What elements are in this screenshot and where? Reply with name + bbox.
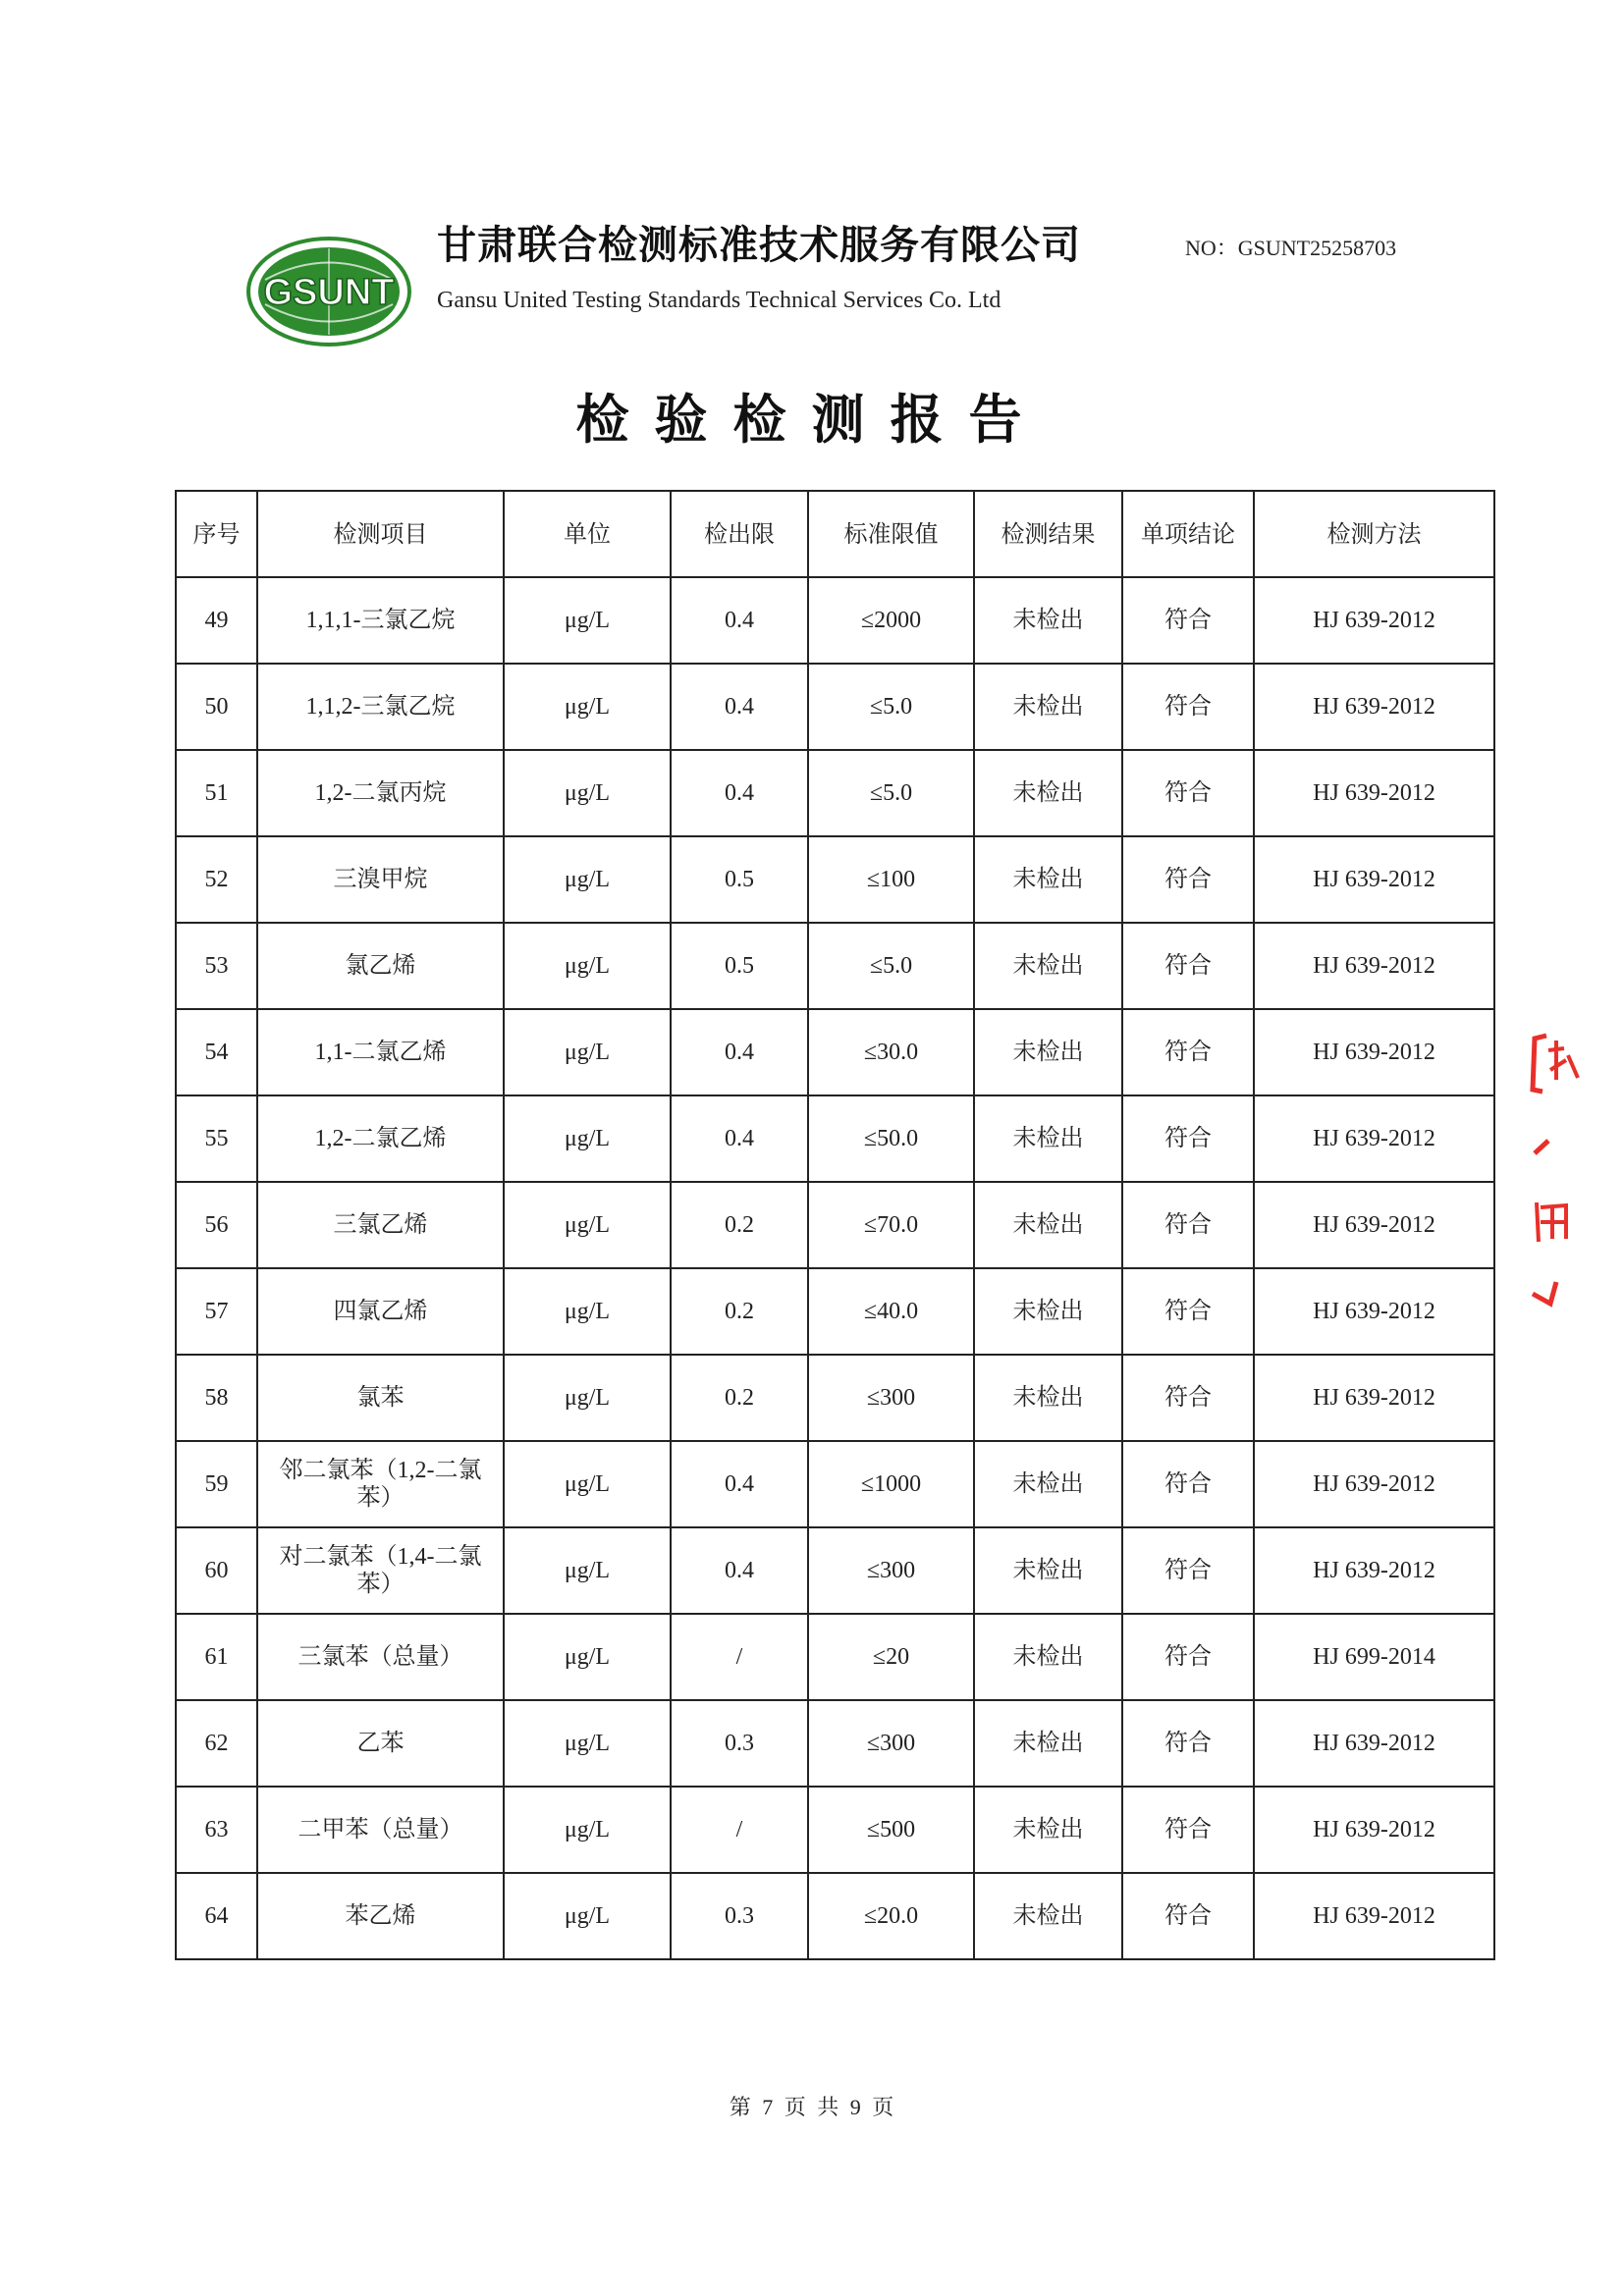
unit-cell: μg/L: [504, 836, 671, 923]
unit-cell: μg/L: [504, 1614, 671, 1700]
test-method-cell: HJ 639-2012: [1254, 1182, 1494, 1268]
test-method-cell: HJ 639-2012: [1254, 664, 1494, 750]
conclusion-cell: 符合: [1122, 664, 1254, 750]
row-number-cell: 53: [176, 923, 257, 1009]
test-item-cell: 1,1,2-三氯乙烷: [257, 664, 504, 750]
conclusion-cell: 符合: [1122, 1095, 1254, 1182]
test-method-cell: HJ 639-2012: [1254, 1527, 1494, 1614]
row-number-cell: 59: [176, 1441, 257, 1527]
test-result-cell: 未检出: [974, 1527, 1122, 1614]
detection-limit-cell: 0.4: [671, 1095, 808, 1182]
standard-limit-cell: ≤30.0: [808, 1009, 974, 1095]
table-row: [176, 1527, 1494, 1614]
detection-limit-cell: 0.3: [671, 1873, 808, 1959]
company-name-en: Gansu United Testing Standards Technical Services Co. Ltd: [437, 288, 1001, 313]
standard-limit-cell: ≤500: [808, 1787, 974, 1873]
row-number-cell: 64: [176, 1873, 257, 1959]
standard-limit-cell: ≤20.0: [808, 1873, 974, 1959]
row-number-cell: 52: [176, 836, 257, 923]
row-number-cell: 50: [176, 664, 257, 750]
conclusion-cell: 符合: [1122, 750, 1254, 836]
detection-limit-cell: 0.2: [671, 1355, 808, 1441]
conclusion-cell: 符合: [1122, 1182, 1254, 1268]
test-item-cell: 苯乙烯: [257, 1873, 504, 1959]
test-result-cell: 未检出: [974, 664, 1122, 750]
table-row: [176, 1009, 1494, 1095]
table-row: [176, 1441, 1494, 1527]
detection-limit-cell: 0.3: [671, 1700, 808, 1787]
test-result-cell: 未检出: [974, 1787, 1122, 1873]
unit-cell: μg/L: [504, 1787, 671, 1873]
header-cell: 检测结果: [974, 491, 1122, 577]
table-row: [176, 1355, 1494, 1441]
table-row: [176, 1095, 1494, 1182]
test-result-cell: 未检出: [974, 1614, 1122, 1700]
standard-limit-cell: ≤40.0: [808, 1268, 974, 1355]
header-cell: 单位: [504, 491, 671, 577]
report-number: NO：GSUNT25258703: [1185, 236, 1397, 260]
conclusion-cell: 符合: [1122, 1873, 1254, 1959]
test-method-cell: HJ 639-2012: [1254, 923, 1494, 1009]
unit-cell: μg/L: [504, 1700, 671, 1787]
table-row: [176, 750, 1494, 836]
test-item-cell: 1,1,1-三氯乙烷: [257, 577, 504, 664]
detection-limit-cell: 0.2: [671, 1268, 808, 1355]
unit-cell: μg/L: [504, 1009, 671, 1095]
detection-limit-cell: 0.4: [671, 577, 808, 664]
row-number-cell: 57: [176, 1268, 257, 1355]
test-method-cell: HJ 699-2014: [1254, 1614, 1494, 1700]
header-cell: 检出限: [671, 491, 808, 577]
header-cell: 检测项目: [257, 491, 504, 577]
test-item-cell: 1,2-二氯乙烯: [257, 1095, 504, 1182]
test-result-cell: 未检出: [974, 750, 1122, 836]
conclusion-cell: 符合: [1122, 1441, 1254, 1527]
table-row: [176, 923, 1494, 1009]
row-number-cell: 54: [176, 1009, 257, 1095]
conclusion-cell: 符合: [1122, 577, 1254, 664]
unit-cell: μg/L: [504, 1182, 671, 1268]
test-method-cell: HJ 639-2012: [1254, 1787, 1494, 1873]
standard-limit-cell: ≤5.0: [808, 750, 974, 836]
conclusion-cell: 符合: [1122, 1268, 1254, 1355]
results-table: [175, 490, 1495, 1960]
test-method-cell: HJ 639-2012: [1254, 1009, 1494, 1095]
standard-limit-cell: ≤20: [808, 1614, 974, 1700]
test-item-cell: 邻二氯苯（1,2-二氯苯）: [257, 1441, 504, 1527]
detection-limit-cell: 0.5: [671, 923, 808, 1009]
detection-limit-cell: 0.4: [671, 1527, 808, 1614]
row-number-cell: 51: [176, 750, 257, 836]
standard-limit-cell: ≤100: [808, 836, 974, 923]
unit-cell: μg/L: [504, 577, 671, 664]
row-number-cell: 55: [176, 1095, 257, 1182]
table-row: [176, 1182, 1494, 1268]
conclusion-cell: 符合: [1122, 1787, 1254, 1873]
test-result-cell: 未检出: [974, 923, 1122, 1009]
table-row: [176, 1873, 1494, 1959]
row-number-cell: 56: [176, 1182, 257, 1268]
test-item-cell: 三氯苯（总量）: [257, 1614, 504, 1700]
detection-limit-cell: 0.2: [671, 1182, 808, 1268]
test-result-cell: 未检出: [974, 577, 1122, 664]
test-result-cell: 未检出: [974, 1268, 1122, 1355]
row-number-cell: 63: [176, 1787, 257, 1873]
row-number-cell: 60: [176, 1527, 257, 1614]
unit-cell: μg/L: [504, 1355, 671, 1441]
table-row: [176, 1614, 1494, 1700]
report-title: 检验检测报告: [575, 389, 1048, 451]
conclusion-cell: 符合: [1122, 836, 1254, 923]
red-seal-stamp: [1527, 1031, 1586, 1315]
test-method-cell: HJ 639-2012: [1254, 1095, 1494, 1182]
test-result-cell: 未检出: [974, 1182, 1122, 1268]
test-method-cell: HJ 639-2012: [1254, 577, 1494, 664]
test-method-cell: HJ 639-2012: [1254, 1355, 1494, 1441]
test-item-cell: 1,2-二氯丙烷: [257, 750, 504, 836]
test-method-cell: HJ 639-2012: [1254, 1700, 1494, 1787]
unit-cell: μg/L: [504, 1268, 671, 1355]
row-number-cell: 49: [176, 577, 257, 664]
test-result-cell: 未检出: [974, 1355, 1122, 1441]
detection-limit-cell: /: [671, 1614, 808, 1700]
test-item-cell: 三氯乙烯: [257, 1182, 504, 1268]
test-method-cell: HJ 639-2012: [1254, 836, 1494, 923]
test-item-cell: 乙苯: [257, 1700, 504, 1787]
standard-limit-cell: ≤300: [808, 1700, 974, 1787]
unit-cell: μg/L: [504, 664, 671, 750]
standard-limit-cell: ≤300: [808, 1527, 974, 1614]
detection-limit-cell: 0.4: [671, 750, 808, 836]
test-method-cell: HJ 639-2012: [1254, 750, 1494, 836]
standard-limit-cell: ≤2000: [808, 577, 974, 664]
row-number-cell: 61: [176, 1614, 257, 1700]
test-method-cell: HJ 639-2012: [1254, 1268, 1494, 1355]
header-cell: 序号: [176, 491, 257, 577]
detection-limit-cell: /: [671, 1787, 808, 1873]
table-header-row: [176, 491, 1494, 577]
standard-limit-cell: ≤5.0: [808, 923, 974, 1009]
conclusion-cell: 符合: [1122, 923, 1254, 1009]
test-item-cell: 三溴甲烷: [257, 836, 504, 923]
conclusion-cell: 符合: [1122, 1614, 1254, 1700]
test-result-cell: 未检出: [974, 836, 1122, 923]
test-result-cell: 未检出: [974, 1009, 1122, 1095]
table-row: [176, 1787, 1494, 1873]
test-item-cell: 二甲苯（总量）: [257, 1787, 504, 1873]
row-number-cell: 62: [176, 1700, 257, 1787]
table-row: [176, 1268, 1494, 1355]
unit-cell: μg/L: [504, 923, 671, 1009]
detection-limit-cell: 0.4: [671, 1009, 808, 1095]
conclusion-cell: 符合: [1122, 1700, 1254, 1787]
detection-limit-cell: 0.4: [671, 664, 808, 750]
conclusion-cell: 符合: [1122, 1355, 1254, 1441]
test-item-cell: 1,1-二氯乙烯: [257, 1009, 504, 1095]
standard-limit-cell: ≤300: [808, 1355, 974, 1441]
test-result-cell: 未检出: [974, 1095, 1122, 1182]
row-number-cell: 58: [176, 1355, 257, 1441]
standard-limit-cell: ≤1000: [808, 1441, 974, 1527]
logo-text: GSUNT: [263, 272, 395, 313]
unit-cell: μg/L: [504, 1527, 671, 1614]
company-name-cn: 甘肃联合检测标准技术服务有限公司: [437, 223, 1081, 268]
unit-cell: μg/L: [504, 750, 671, 836]
test-item-cell: 氯乙烯: [257, 923, 504, 1009]
standard-limit-cell: ≤70.0: [808, 1182, 974, 1268]
table-row: [176, 1700, 1494, 1787]
header-cell: 单项结论: [1122, 491, 1254, 577]
test-item-cell: 对二氯苯（1,4-二氯苯）: [257, 1527, 504, 1614]
header-cell: 标准限值: [808, 491, 974, 577]
test-result-cell: 未检出: [974, 1441, 1122, 1527]
detection-limit-cell: 0.4: [671, 1441, 808, 1527]
unit-cell: μg/L: [504, 1441, 671, 1527]
standard-limit-cell: ≤5.0: [808, 664, 974, 750]
table-body: [176, 577, 1494, 1959]
test-method-cell: HJ 639-2012: [1254, 1441, 1494, 1527]
header-cell: 检测方法: [1254, 491, 1494, 577]
test-result-cell: 未检出: [974, 1873, 1122, 1959]
detection-limit-cell: 0.5: [671, 836, 808, 923]
table-row: [176, 664, 1494, 750]
conclusion-cell: 符合: [1122, 1009, 1254, 1095]
test-item-cell: 氯苯: [257, 1355, 504, 1441]
test-item-cell: 四氯乙烯: [257, 1268, 504, 1355]
table-row: [176, 836, 1494, 923]
test-result-cell: 未检出: [974, 1700, 1122, 1787]
table-row: [176, 577, 1494, 664]
conclusion-cell: 符合: [1122, 1527, 1254, 1614]
page-number: 第 7 页 共 9 页: [729, 2095, 894, 2119]
standard-limit-cell: ≤50.0: [808, 1095, 974, 1182]
test-method-cell: HJ 639-2012: [1254, 1873, 1494, 1959]
unit-cell: μg/L: [504, 1095, 671, 1182]
unit-cell: μg/L: [504, 1873, 671, 1959]
company-logo: [245, 236, 412, 348]
